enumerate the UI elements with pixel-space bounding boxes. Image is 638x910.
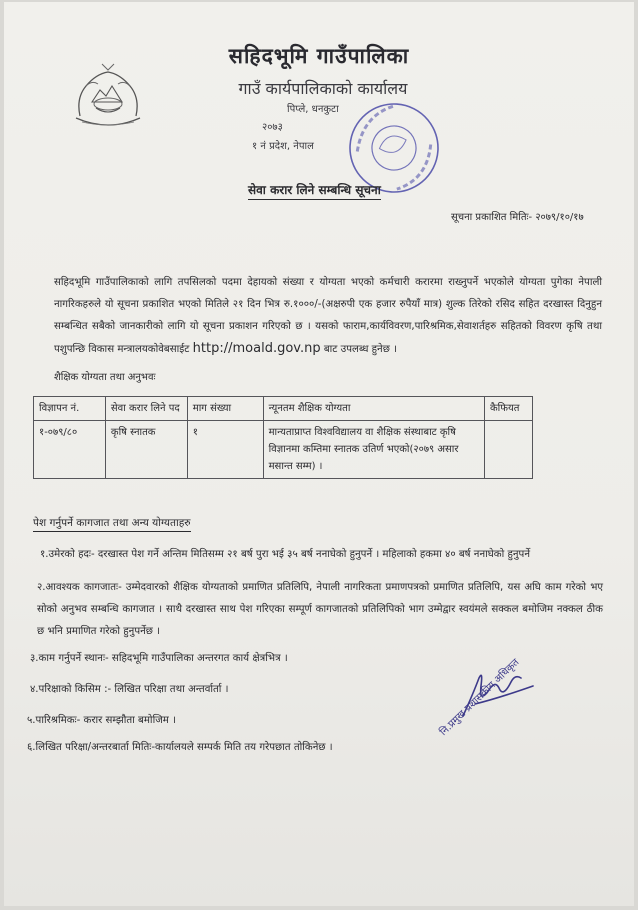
signatory-title: नि.प्रमुख प्रशासकीय अधिकृत <box>438 657 522 739</box>
table-row <box>34 421 533 479</box>
office-location: पिप्ले, धनकुटा <box>287 104 339 115</box>
requirement-exam-type: ४.परिक्षाको किसिम :- लिखित परिक्षा तथा अन्तर्वार्ता । <box>30 684 229 695</box>
org-name: सहिदभूमि गाउँपालिका <box>228 44 410 68</box>
table-header-row <box>34 397 533 421</box>
notice-paragraph <box>54 272 602 361</box>
requirement-age: १.उमेरको हदः- दरखास्त पेश गर्ने अन्तिम मितिसम्म २१ बर्ष पुरा भई ३५ बर्ष ननाघेको हुनुपर्ने । महिलाको हकमा ४० बर्ष ननाघेको हुनुपर्ने <box>40 549 530 560</box>
requirement-documents: २.आवश्यक कागजातः- उम्मेदवारको शैक्षिक योग्यताको प्रमाणित प्रतिलिपि, नेपाली नागरिकता प्रमाणपत्रको प्रमाणित प्रतिलिपि, यस अघि काम गरेको भए सोको अनुभव सम्बन्धि कागजात । साथै दरखास्त साथ पेश गरिएका सम्पूर्ण कागजातको प्रतिलिपिको भाग उम्मेद्वार स्वयंमले सक्कल बमोजिम नक्कल ठीक छ भनि प्रमाणित गरेको हुनुपर्नेछ । <box>37 582 603 637</box>
office-name: गाउँ कार्यपालिकाको कार्यालय <box>238 79 408 98</box>
header-advert-no: विज्ञापन नं. <box>34 397 106 421</box>
notice-title: सेवा करार लिने सम्बन्धि सूचना <box>248 181 381 200</box>
requirement-workplace: ३.काम गर्नुपर्ने स्थानः- सहिदभूमि गाउँपालिका अन्तरगत कार्य क्षेत्रभित्र । <box>30 653 288 664</box>
paragraph-end: बाट उपलब्ध हुनेछ । <box>323 344 397 355</box>
header-post: सेवा करार लिने पद <box>105 397 187 421</box>
province-line: १ नं प्रदेश, नेपाल <box>252 141 314 152</box>
qualification-label: शैक्षिक योग्यता तथा अनुभवः <box>54 372 156 383</box>
header-remarks: कैफियत <box>485 397 533 421</box>
cell-remarks <box>485 421 533 479</box>
header-qualification: न्यूनतम शैक्षिक योग्यता <box>263 397 484 421</box>
requirement-exam-date: ६.लिखित परिक्षा/अन्तरबार्ता मितिः-कार्यालयले सम्पर्क मिति तय गरेपछात तोकिनेछ । <box>27 742 333 753</box>
paragraph-text: सहिदभूमि गाउँपालिकाको लागि तपसिलको पदमा देहायको संख्या र योग्यता भएको कर्मचारी करारमा राख्नुपर्ने भएकोले योग्यता पुगेका नेपाली नागरिकहरुले यो सूचना प्रकाशित भएको मितिले २१ दिन भित्र रु.१०००/-(अक्षरुपी एक हजार रुपैयाँ मात्र) शुल्क तिरेको रसिद सहित दरखास्त दिनुहुन सम्बन्धित सबैको जानकारीको लागि यो सूचना प्रकाशन गरिएको छ । यसको फाराम,कार्यविवरण,पारिश्रमिक,सेवाशर्तहरु सहितको विवरण कृषि तथा पशुपन्छि विकास मन्त्रालयकोवेबसाईट <box>54 277 602 355</box>
header-count: माग संख्या <box>187 397 263 421</box>
requirement-salary: ५.पारिश्रमिकः- करार सम्झौता बमोजिम । <box>27 715 176 726</box>
cell-qualification: मान्यताप्राप्त विश्वविद्यालय वा शैक्षिक संस्थाबाट कृषि विज्ञानमा कम्तिमा स्नातक उतिर्ण भएको(२०७९ असार मसान्त सम्म) । <box>263 421 484 479</box>
cell-count: १ <box>187 421 263 479</box>
publication-date: सूचना प्रकाशित मितिः- २०७९/१०/१७ <box>451 212 584 223</box>
qualification-table <box>33 396 533 479</box>
cell-post: कृषि स्नातक <box>105 421 187 479</box>
established-year: २०७३ <box>262 122 283 133</box>
website-link[interactable]: http://moald.gov.np <box>192 341 321 356</box>
requirements-title: पेश गर्नुपर्ने कागजात तथा अन्य योग्यताहरु <box>33 516 191 532</box>
cell-advert-no: १-०७९/८० <box>34 421 106 479</box>
